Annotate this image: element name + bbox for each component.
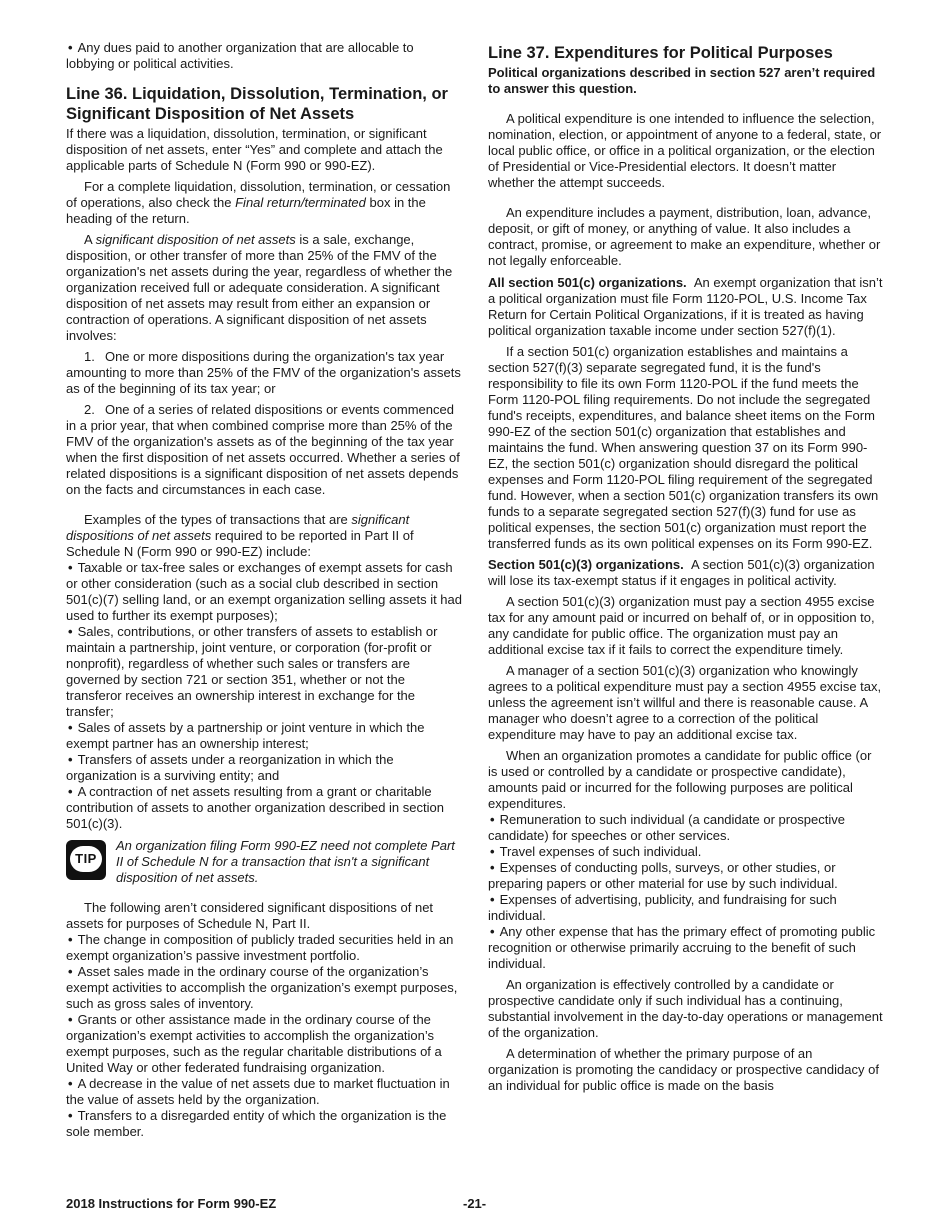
bullet-item: • Transfers to a disregarded entity of which the organization is the sole member. [66,1108,462,1140]
bullet-item: • Any other expense that has the primary effect of promoting public recognition or otherwise primarily accruing to the benefit of such individual. [488,924,884,972]
left-column [66,40,462,1140]
bullet-item: • Travel expenses of such individual. [488,844,884,860]
bullet-item: • Expenses of advertising, publicity, and fundraising for such individual. [488,892,884,924]
paragraph: If there was a liquidation, dissolution, termination, or significant disposition of net assets, enter “Yes” and complete and attach the applicable parts of Schedule N (Form 990 or 990-EZ). [66,126,443,173]
bullet-item: • A contraction of net assets resulting from a grant or charitable contribution of assets to another organization described in section 501(c)(3). [66,784,462,832]
paragraph: All section 501(c) organizations. An exempt organization that isn’t a political organization must file Form 1120-POL, U.S. Income Tax Return for Certain Political Organizations, if it is treated as having political organization taxable income under section 527(f)(1). [488,275,883,338]
bullet-item: • A decrease in the value of net assets due to market fluctuation in the value of assets held by the organization. [66,1076,462,1108]
paragraph: An organization is effectively controlled by a candidate or prospective candidate only if such individual has a continuing, substantial involvement in the day-to-day operations or management of the organization. [488,977,883,1040]
numbered-item: 1. One or more dispositions during the organization's tax year amounting to more than 25% of the FMV of the organization's assets as of the beginning of its tax year; or [66,349,461,396]
paragraph: Examples of the types of transactions that are significant dispositions of net assets required to be reported in Part II of Schedule N (Form 990 or 990-EZ) include: [66,512,414,559]
numbered-item: 2. One of a series of related dispositions or events commenced in a prior year, that when combined comprise more than 25% of the FMV of the organization's assets as of the beginning of the tax year when the first disposition of net assets occurred. Whether a series of related dispositions is a significant disposition of net assets depends on the facts and circumstances in each case. [66,402,460,497]
tip-box [66,838,462,886]
paragraph: A manager of a section 501(c)(3) organization who knowingly agrees to a political expenditure must pay a section 4955 excise tax, unless the agreement isn’t willful and there is reasonable cause. A manager who doesn’t agree to a correction of the political expenditure may have to pay an additional excise tax. [488,663,882,742]
bullet-item: • Sales of assets by a partnership or joint venture in which the exempt partner has an ownership interest; [66,720,462,752]
line-36-heading: Line 36. Liquidation, Dissolution, Termination, or Significant Disposition of Net Assets [66,85,448,123]
paragraph: A section 501(c)(3) organization must pay a section 4955 excise tax for any amount paid or incurred on behalf of, or in opposition to, any candidate for public office. The organization must pay an additional excise tax if it fails to correct the expenditure timely. [488,594,875,657]
bullet-item: • Taxable or tax-free sales or exchanges of exempt assets for cash or other consideration (such as a social club described in section 501(c)(7) selling land, or an exempt organization selling assets it had used to further its exempt purposes); [66,560,462,624]
bullet-item: • Grants or other assistance made in the ordinary course of the organization’s exempt activities to accomplish the organization’s exempt purposes, such as the regular charitable distributions of a United Way or other federated fundraising organization. [66,1012,462,1076]
paragraph: An expenditure includes a payment, distribution, loan, advance, deposit, or gift of money, or anything of value. It also includes a contract, promise, or agreement to make an expenditure, whether or not legally enforceable. [488,205,881,268]
footer-title: 2018 Instructions for Form 990-EZ [66,1196,277,1211]
bullet-item: • Asset sales made in the ordinary course of the organization’s exempt activities to accomplish the organization’s exempt purposes, such as gross sales of inventory. [66,964,462,1012]
bullet-item: • Sales, contributions, or other transfers of assets to establish or maintain a partnership, joint venture, or corporation (for-profit or nonprofit), regardless of whether such sales or transfers are governed by section 721 or section 351, whether or not the transferor receives an ownership interest in exchange for the transfer; [66,624,462,720]
line-37-heading: Line 37. Expenditures for Political Purposes [488,44,833,62]
paragraph: Section 501(c)(3) organizations. A section 501(c)(3) organization will lose its tax-exempt status if it engages in political activity. [488,557,875,588]
bullet-item: • The change in composition of publicly traded securities held in an exempt organization’s passive investment portfolio. [66,932,462,964]
tip-text: An organization filing Form 990-EZ need not complete Part II of Schedule N for a transaction that isn't a significant disposition of net assets. [116,838,455,885]
paragraph: When an organization promotes a candidate for public office (or is used or controlled by a candidate or prospective candidate), amounts paid or incurred for the following purposes are political expenditures. [488,748,872,811]
right-column [488,40,884,1099]
bullet-item: • Any dues paid to another organization that are allocable to lobbying or political activities. [66,40,462,72]
bullet-item: • Expenses of conducting polls, surveys, or other studies, or preparing papers or other material for use by such individual. [488,860,884,892]
tip-icon [66,840,106,880]
bullet-item: • Remuneration to such individual (a candidate or prospective candidate) for speeches or other services. [488,812,884,844]
paragraph: For a complete liquidation, dissolution, termination, or cessation of operations, also check the Final return/terminated box in the heading of the return. [66,179,451,226]
bullet-item: • Transfers of assets under a reorganization in which the organization is a surviving entity; and [66,752,462,784]
paragraph: A determination of whether the primary purpose of an organization is promoting the candidacy or prospective candidacy of an individual for public office is made on the basis [488,1046,879,1093]
paragraph: The following aren’t considered significant dispositions of net assets for purposes of Schedule N, Part II. [66,900,434,931]
paragraph: A political expenditure is one intended to influence the selection, nomination, election, or appointment of anyone to a federal, state, or local public office, or office in a political organization, or the election of Presidential or Vice-Presidential electors. It doesn’t matter whether the attempt succeeds. [488,111,882,190]
tip-label: TIP [70,846,102,872]
paragraph: A significant disposition of net assets is a sale, exchange, disposition, or other transfer of more than 25% of the FMV of the organization's net assets during the year, regardless of whether the organization received full or adequate consideration. A significant disposition of net assets may result from either an expansion or contraction of operations. A significant disposition of net assets involves: [66,232,453,343]
page-number: -21- [463,1196,487,1211]
paragraph: If a section 501(c) organization establishes and maintains a section 527(f)(3) separate segregated fund, it is the fund's responsibility to file its own Form 1120-POL if the fund meets the Form 1120-POL filing requirements. Do not include the segregated fund's receipts, expenditures, and balance sheet items on the Form 990-EZ of the section 501(c) organization that establishes and maintains the fund. When answering question 37 on its Form 990-EZ, the section 501(c) organization should disregard the political expenses and Form 1120-POL filing requirement of the segregated fund. However, when a section 501(c) organization transfers its own funds to a separate segregated section 527(f)(3) fund for use as political expenses, the section 501(c) organization must report the transferred funds as its own political expenses on its Form 990-EZ. [488,344,879,551]
subheading: Political organizations described in section 527 aren’t required to answer this question. [488,65,876,96]
